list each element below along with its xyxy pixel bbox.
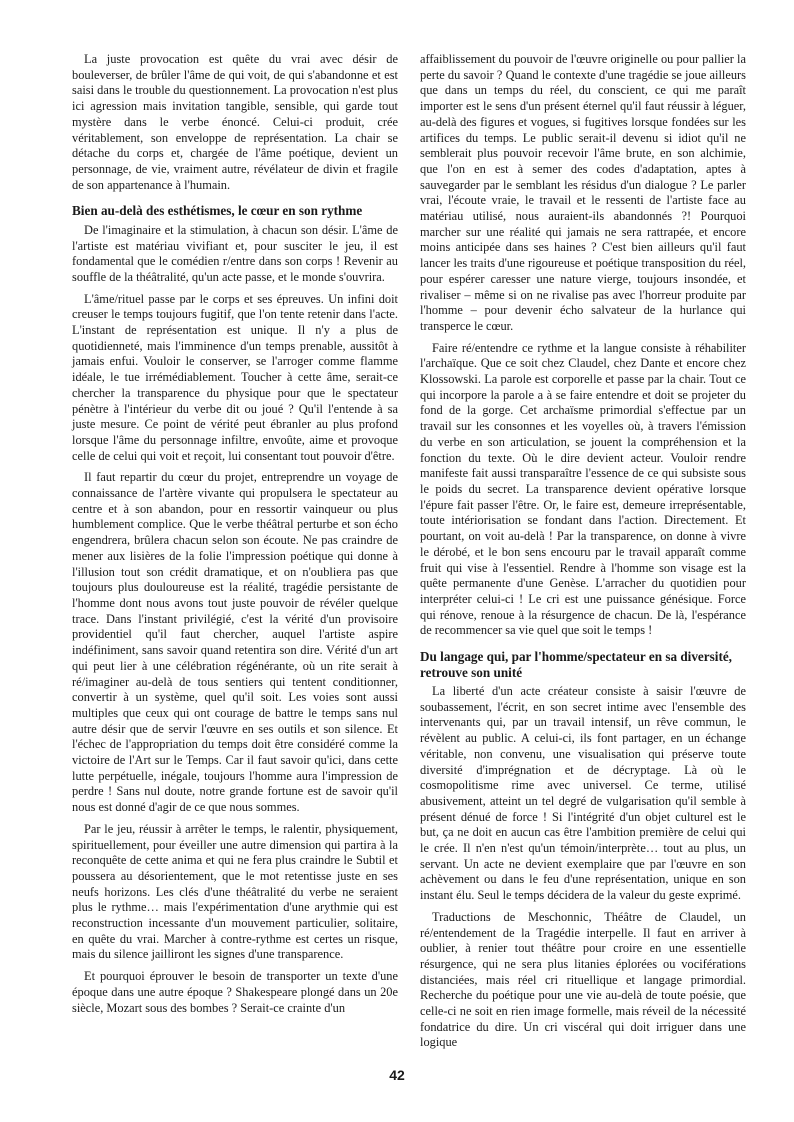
paragraph: affaiblissement du pouvoir de l'œuvre originelle ou pour pallier la perte du savoir ? Quand le contexte d'une tragédie se joue ailleurs que dans un temps du réel, du conscient, ce qui me paraît importer est le sens d'un présent éternel qu'il faut réussir à léguer, au-delà des figures et vogues, si fugitives lorsque fondées sur les artifices du temps. Le public serait-il devenu si idiot qu'il ne semblerait plus pouvoir recevoir l'âme brute, en son alchimie, que l'on en est à semer des codes d'adaptation, aptes à sauvegarder par le semblant les résidus d'un dialogue ? Le parler vrai, l'écoute vraie, le travail et le ressenti de l'artiste face au matériau utilisé, nous auraient-ils abandonnés ?! Pourquoi marcher sur une réalité qui jamais ne sera rattrapée, et encore moins anticipée dans ses haines ? C'est bien ailleurs qu'il faut lancer les traits d'une rigoureuse et poétique transposition du réel, pour espérer caresser une nature vierge, toujours insondée, et rivaliser – même si on ne rivalise pas avec l'horreur produite par l'homme – pour devenir écho salvateur de la hurlance qui transperce le cœur. [420, 52, 746, 333]
section-heading: Bien au-delà des esthétismes, le cœur en son rythme [72, 203, 363, 219]
left-column [72, 52, 398, 1022]
paragraph: L'âme/rituel passe par le corps et ses épreuves. Un infini doit creuser le temps toujours fugitif, que l'on tente retenir dans l'acte. L'instant de représentation est unique. Il n'y a plus de quotidienneté, mais l'imminence d'un temps prenable, aussitôt à jamais enfui. Vouloir le conserver, se l'arroger comme flamme idéale, le tue irrémédiablement. Toucher à cette âme, serait-ce chercher la transparence du physique pour que le spectateur pénètre à l'intérieur du verbe dit ou joué ? Qu'il l'entende à sa juste mesure. Ce point de vérité peut ébranler au plus profond lorsque l'âme du personnage infiltre, envoûte, aime et provoque celle de celui qui voit et reçoit, lui consentant tout pouvoir d'être. [72, 291, 398, 463]
paragraph: Il faut repartir du cœur du projet, entreprendre un voyage de connaissance de l'artère vivante qui propulsera le spectateur au centre et à son abandon, pour en ressortir vainqueur ou plus humblement complice. Que le verbe théâtral perturbe et son écho engendrera, brûlera chacun selon son écoute. Ne pas craindre de mener aux lisières de la folie l'impression poétique qui donne à l'illusion tout son crédit dramatique, et on n'oubliera pas que toujours plus douloureuse est la réalité, tragédie persistante de l'homme dont nous avons tout juste pouvoir de révéler quelque trace. Dans l'instant privilégié, c'est la vérité d'un provisoire providentiel qu'il faut chercher, auquel l'artiste aspire indéfiniment, sans savoir quand retentira son dire. Vérité d'un art qui peut lier à une célébration régénérante, où un rite serait à ré/imaginer au-delà de tous sentiers qui tentent conditionner, convertir à un système, quel qu'il soit. Les voies sont aussi multiples que ceux qui ont courage de battre le temps sans nul autre désir que de servir l'œuvre en ses outils et son silence. Et l'échec de l'appropriation du temps doit être considéré comme la victoire de l'Art sur le Temps. Car il faut savoir qu'ici, dans cette lutte perpétuelle, inégale, toujours l'homme aura l'impression de perdre ! Sans nul doute, notre grande fortune est de savoir qu'il nous est donné d'agir de ce que nous sommes. [72, 470, 398, 815]
page-number: 42 [389, 1067, 405, 1083]
right-column [420, 52, 746, 1057]
paragraph: De l'imaginaire et la stimulation, à chacun son désir. L'âme de l'artiste est matériau vivifiant et, pour susciter le jeu, il est fondamental que le comédien r/entre dans son corps ! Revenir au souffle de la théâtralité, qu'un acte passe, et le monde s'ouvrira. [72, 222, 398, 284]
section-heading: Du langage qui, par l'homme/spectateur en sa diversité, retrouve son unité [420, 649, 732, 680]
paragraph: La liberté d'un acte créateur consiste à saisir l'œuvre de soubassement, l'écrit, en son secret intime avec l'ensemble des intervenants qui, par un travail intensif, un rêve commun, le révèlent au public. A celui-ci, ils font partager, en un échange véritable, non convenu, une visualisation qui préserve toute diversité d'imprégnation et de décryptage. Là où le cosmopolitisme rime avec universel. Ce terme, utilisé abusivement, atteint un tel degré de vulgarisation qu'il semble à présent dénué de force ! Si l'intégrité d'un objet culturel est le but, ça ne doit en aucun cas être l'ambition première de celui qui le crée. Il n'en n'est qu'un témoin/interprète… tout au plus, un servant. Un acte ne devient exemplaire que par l'œuvre en son achèvement ou dans le feu d'une représentation, unique en son instant élu. Seul le temps décidera de la valeur du geste exprimé. [420, 684, 746, 903]
paragraph: La juste provocation est quête du vrai avec désir de bouleverser, de brûler l'âme de qui voit, de qui s'abandonne et est saisi dans le trouble du questionnement. La provocation n'est plus ici agression mais invitation tangible, sensible, qui garde tout mystère dans le verbe énoncé. Celui-ci produit, crée véritablement, son enveloppe de représentation. La chair se détache du corps et, chargée de l'âme poétique, devient un personnage, de vie, vraiment autre, révélateur de divin et fragile de son appartenance à l'humain. [72, 52, 398, 192]
paragraph: Traductions de Meschonnic, Théâtre de Claudel, un ré/entendement de la Tragédie interpelle. Il faut en arriver à oublier, à renier tout théâtre pour croire en une essentielle résurgence, qui ne sera plus litanies éplorées ou vociférations distanciées, mais réel cri rituellique et langage primordial. Recherche du poétique pour une vie au-delà de toute poésie, que celle-ci ne soit en rien image formelle, mais réveil de la nécessité fondatrice du dire. Un cri viscéral qui doit irriguer dans une logique [420, 909, 746, 1050]
paragraph: Et pourquoi éprouver le besoin de transporter un texte d'une époque dans une autre époque ? Shakespeare plongé dans un 20e siècle, Mozart sous des bombes ? Serait-ce crainte d'un [72, 969, 398, 1015]
paragraph: Faire ré/entendre ce rythme et la langue consiste à réhabiliter l'archaïque. Que ce soit chez Claudel, chez Dante et encore chez Klossowski. La parole est corporelle et passe par la chair. Tout ce qui incorpore la parole a à se faire entendre et doit se projeter du fond de la gorge. Cet archaïsme primordial s'effectue par un travail sur les consonnes et les voyelles où, à travers l'émission du verbe en son articulation, se jouent la compréhension et la fonction du texte. Où le dire devient acteur. Vouloir rendre manifeste fait aussi transparaître l'essence de ce qui subsiste sous le poids du secret. La transparence devient opérative lorsque l'épure fait passer l'être. Or, le faire est, demeure irreprésentable, toute intériorisation se fondant dans l'action. Directement. Et pourtant, on voit au-delà ! Par la transparence, on donne à vivre le dérobé, et le bon sens encouru par le travail apparaît comme fruit qui vise à l'essentiel. Rendre à l'homme son visage est la quête permanente d'une Genèse. L'arracher du quotidien pour interpréter celui-ci ! Le cri est une puissance génésique. Force qui rénove, renoue à la résurgence de chacun. De là, l'espérance de recommencer sa vie quel que soit le temps ! [420, 340, 746, 638]
paragraph: Par le jeu, réussir à arrêter le temps, le ralentir, physiquement, spirituellement, pour éveiller une autre dimension qui partira à la reconquête de cette anima et qui ne fera plus craindre le Subtil et poussera au désorientement, que le mot retentisse juste en ses neufs horizons. Les clés d'une théâtralité du verbe ne seraient plus le rythme… mais l'expérimentation d'une arythmie qui est reconstruction incessante d'un mouvement particulier, solitaire, en quête du vrai. Marcher à contre-rythme est certes un risque, mais du silence jailliront les signes d'une transparence. [72, 821, 398, 962]
